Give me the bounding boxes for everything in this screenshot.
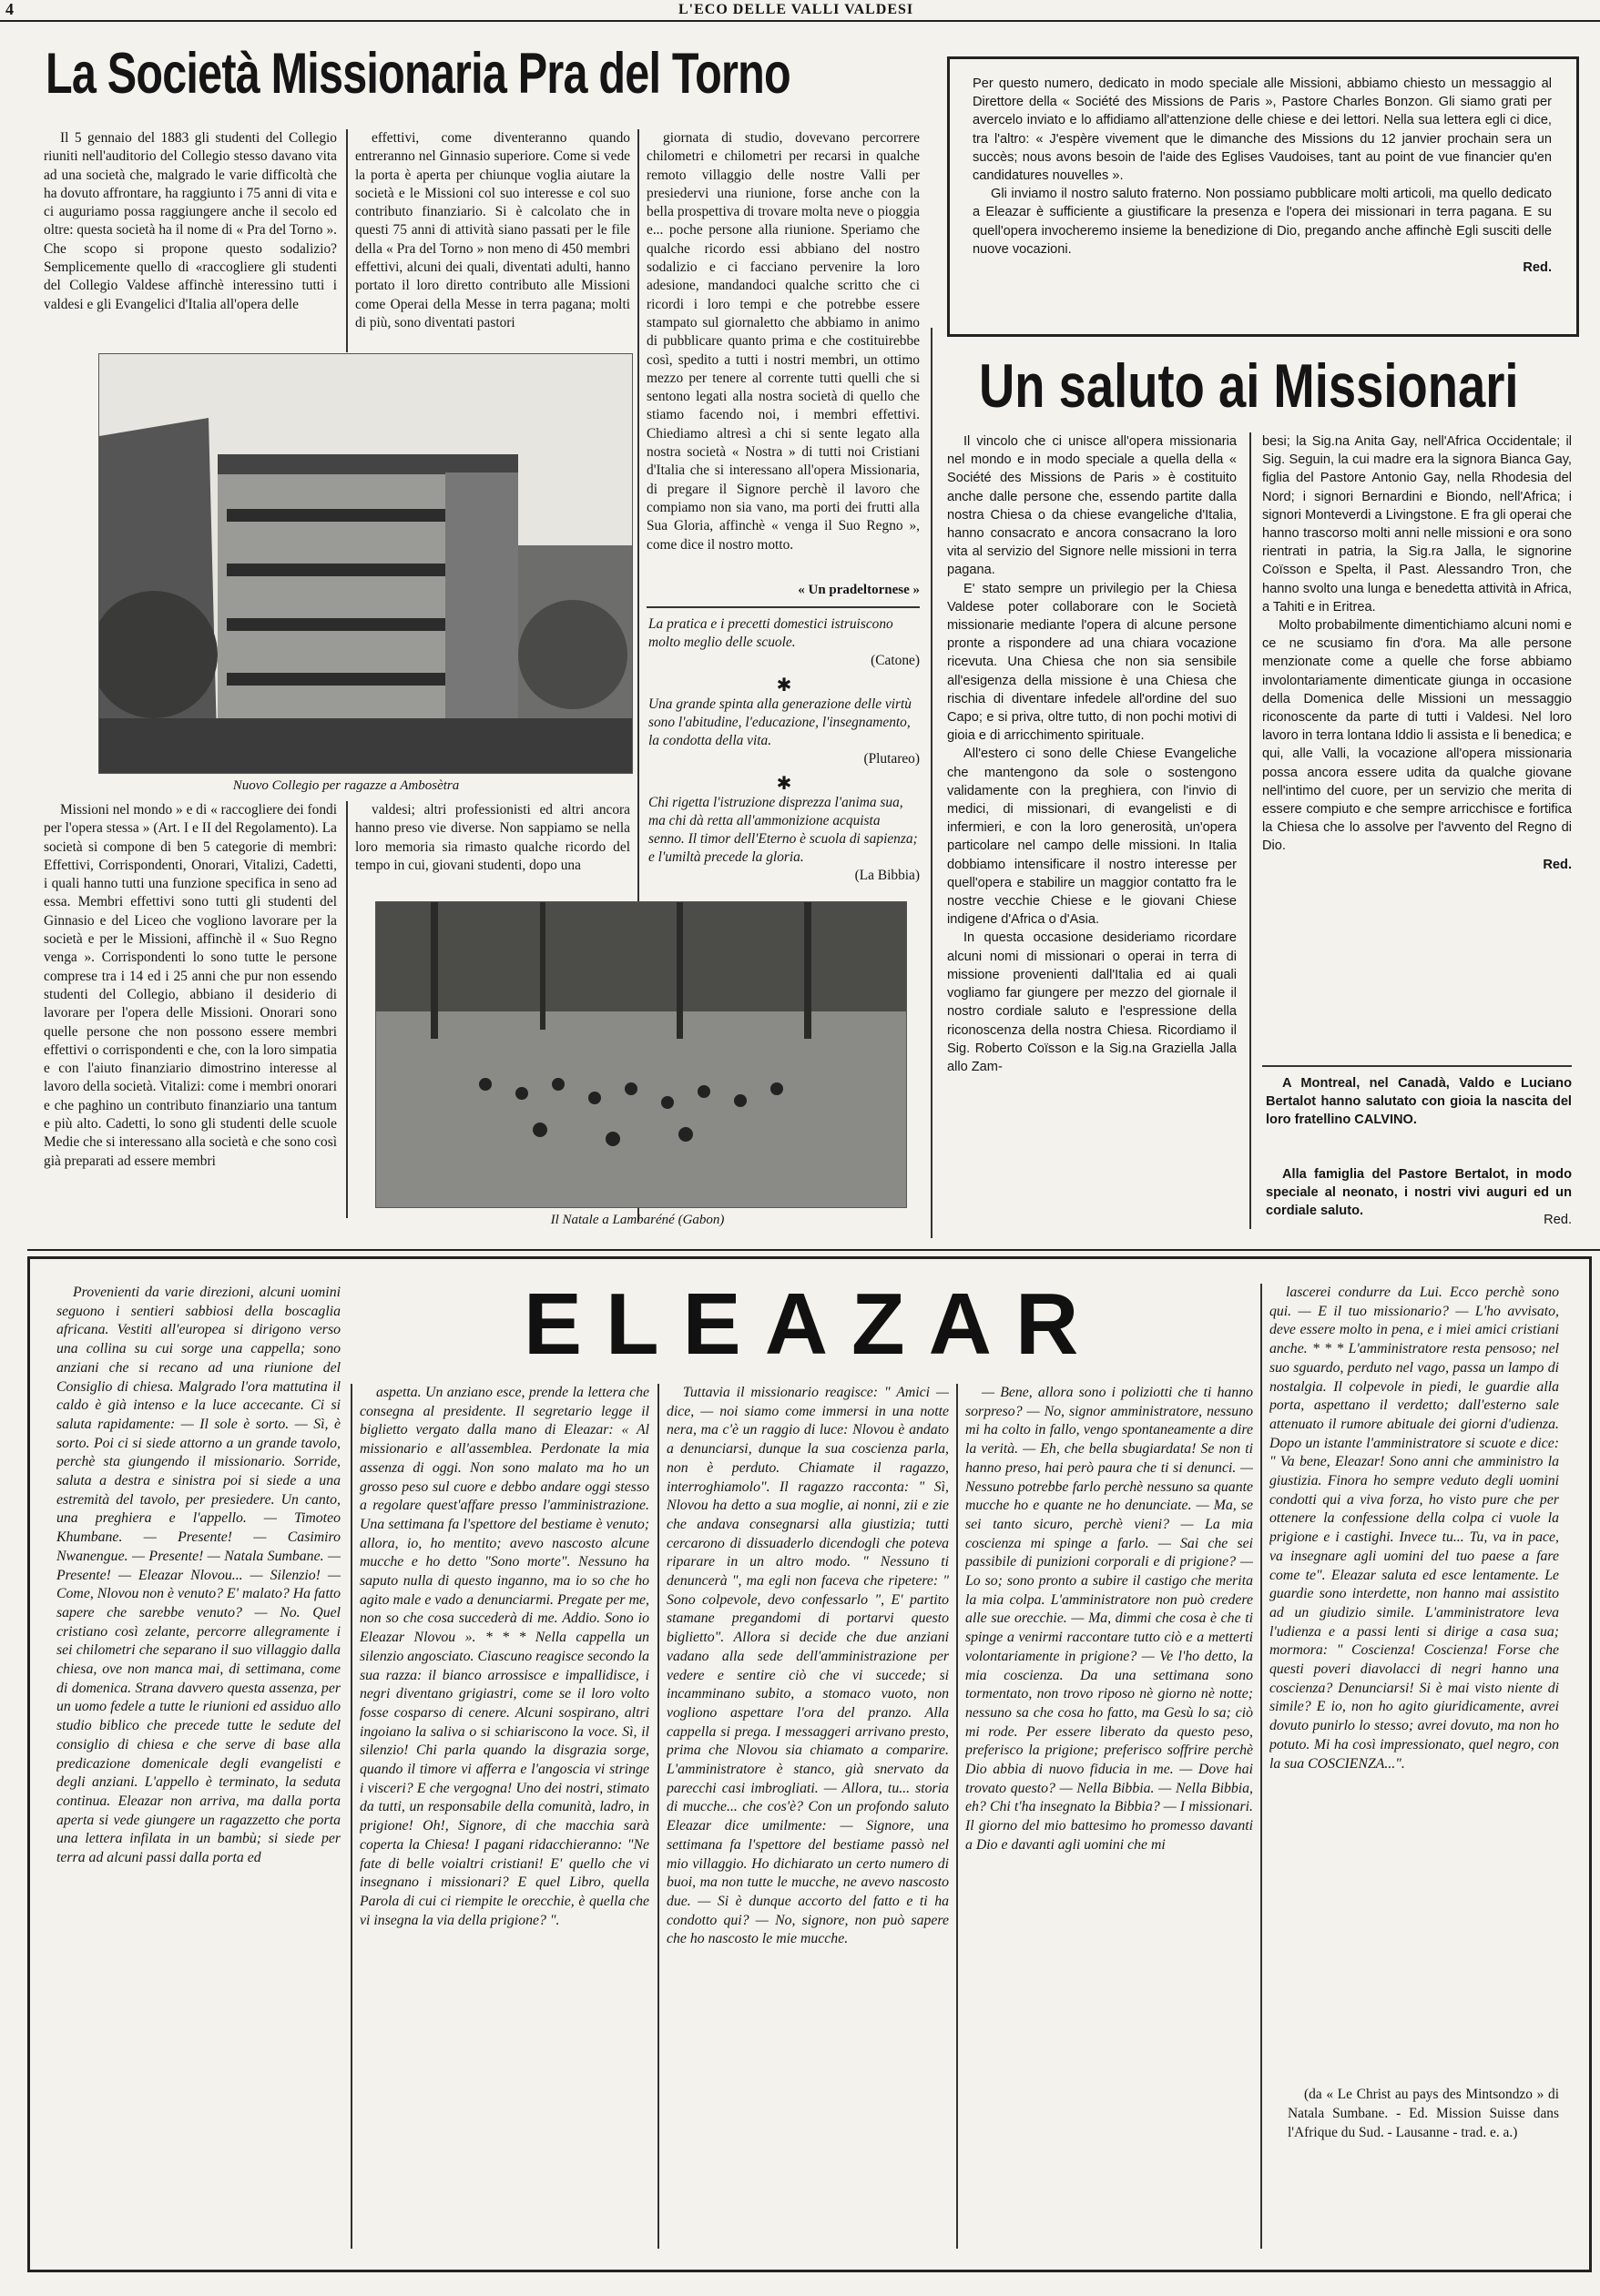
article1-col3: [647, 129, 920, 577]
eleazar-title: ELEAZAR: [524, 1275, 1103, 1373]
eleazar-col1: [56, 1284, 341, 2249]
column-divider: [346, 129, 348, 352]
column-divider: [346, 801, 348, 1218]
article2-col2: [1262, 432, 1572, 874]
quote-2: Una grande spinta alla generazione delle virtù sono l'abitudine, l'educazione, l'insegnamento, la condotta della vita. (Plutareo): [648, 696, 920, 767]
quote-1: La pratica e i precetti domestici istruiscono molto meglio delle scuole. (Catone): [648, 616, 920, 668]
eleazar-col5: [1269, 1284, 1559, 2076]
article2-para: Molto probabilmente dimentichiamo alcuni nomi e ce ne scusiamo fin d'ora. Ma alle persone menzionate come a quelle che forse abbiamo involontariamente dimenticate giunga in occasione della Domenica delle Missioni un messaggio riconoscente da parte di tutti i Valdesi. Nel loro lavoro in terra lontana Iddio li assista e li benedica; e qui, alle Valli, la vocazione all'opera missionaria possa ancora essere udita da qualche giovane nell'intimo del cuore, per un servizio che merita di essere compiuto e che sempre arricchisce e fortifica la Chiesa che lo assolve per l'avvento del Regno di Dio.: [1262, 618, 1572, 854]
divider: [647, 606, 920, 608]
quotes-section: [648, 615, 920, 890]
eleazar-col4: [965, 1384, 1253, 2249]
article2-para: Il vincolo che ci unisce all'opera missionaria nel mondo e in modo speciale a quella della « Société des Missions de Paris » è costituito anche dalle persone che, essendo partite dalla nostra Chiesa o da chiese evangeliche d'Italia, hanno consacrato e ancora consacrano la loro vita al servizio del Signore nelle missioni in terra pagana.: [947, 434, 1237, 578]
star-icon: ✱: [776, 774, 792, 794]
column-divider: [956, 1384, 958, 2249]
column-divider: [1249, 432, 1251, 1229]
star-icon: ✱: [776, 676, 792, 696]
photo-college-building: [98, 353, 633, 774]
page-header: [0, 0, 1600, 22]
birth-notice: A Montreal, nel Canadà, Valdo e Luciano Bertalot hanno salutato con gioia la nascita del loro fratellino CALVINO.: [1266, 1076, 1572, 1128]
article1-para: giornata di studio, dovevano percorrere chilometri e chilometri per recarsi in qualche remoto villaggio delle nostre Valli per presiedervi una riunione, forse anche con la bella prospettiva di trovare molta neve o pioggia e... poche persone alla riunione. Speriamo che qualche ricordo essi abbiano del nostro sodalizio e ci facciano pervenire la loro adesione, mandandoci qualche scritto che ci ricordi i loro tempi e che potrebbe essere stampato sul giornaletto che abbiamo in animo di pubblicare quanto prima e che costituirebbe così, spedito a tutti i nostri membri, un ottimo mezzo per tenere al corrente tutti quelli che si sentono legati alla nostra società di quello che stiamo facendo noi, i membri effettivi. Chiediamo altresì a chi si sente legato alla nostra società « Nostra » di tutti noi Cristiani d'Italia che si interessano all'opera Missionaria, di pregare il Signore perchè il lavoro che compiamo non sia vano, ma porti dei frutti alla Sua Gloria, affinchè « venga il Suo Regno », come dice il nostro motto.: [647, 130, 920, 553]
article2-col1: [947, 432, 1237, 1076]
editorial-para: Gli inviamo il nostro saluto fraterno. Non possiamo pubblicare molti articoli, ma quello dedicato a Eleazar è sufficiente a giustificare la presenza e l'opera dei missionari in terra pagana. E su quell'opera invocheremo insieme la benedizione di Dio, pregando anche affinchè Egli susciti delle nuove vocazioni.: [973, 187, 1552, 257]
article1-para: valdesi; altri professionisti ed altri ancora hanno preso vie diverse. Non sappiamo se nella loro memoria sia rimasto qualche ricordo del tempo in cui, giovani studenti, dopo una: [355, 802, 630, 873]
eleazar-col2: [360, 1384, 649, 2249]
section-divider: [27, 1249, 1600, 1251]
page-number: 4: [5, 0, 14, 18]
editorial-signature: Red.: [1523, 260, 1552, 276]
article1-col1-top: [44, 129, 337, 352]
article2-para: E' stato sempre un privilegio per la Chiesa Valdese poter collaborare con le Società missionarie mediante l'opera di alcune persone pronte a rispondere ad una chiara vocazione ricevuta. Una Chiesa che non sia sensibile all'esigenza della missione è una Chiesa che rischia di diventare infedele all'ordine del suo Capo; e si priva, oltre tutto, di non pochi motivi di gioia e di arricchimento spirituale.: [947, 581, 1237, 744]
column-divider: [351, 1384, 352, 2249]
eleazar-para: lascerei condurre da Lui. Ecco perchè sono qui. — E il tuo missionario? — L'ho avvisato, deve essere molto in pena, e i miei amici cristiani anche. * * * L'amministratore resta pensoso; nel suo sguardo, perduto nel vago, passa un lampo di nostalgia. Il colpevole in piedi, le guardie alla porta, aspettano il verdetto; dall'esterno sale attenuato il rumore abituale dei giorni d'udienza. Dopo un istante l'amministratore si scuote e dice: " Va bene, Eleazar! Sono anni che amministro la giustizia. Finora ho sempre veduto degli uomini condotti qui a viva forza, ho visto pure che per ottenere la confessione della colpa ci vuole la prigione e i castighi. Invece tu... Tu, va in pace, va insegnare agli uomini del tuo paese a fare come te". Eleazar saluta ed esce lentamente. Le guardie sono interdette, non hanno mai assistito ad un giudizio simile. L'amministratore leva l'udienza e a passi lenti si dirige a casa sua; mormora: " Coscienza! Coscienza! Forse che questi poveri diavolacci di negri hanno una coscienza? Denunciarsi! Si è mai visto niente di simile? E io, non ho agito giuridicamente, avrei dovuto punirlo lo stesso; avrei dovuto, ma non ho potuto. Mi ha così impressionato, quel negro, con la sua COSCIENZA...".: [1269, 1285, 1559, 1772]
eleazar-source-text: (da « Le Christ au pays des Mintsondzo » di Natala Sumbane. - Ed. Mission Suisse dans l'Afrique du Sud. - Lausanne - trad. e. a.): [1288, 2087, 1559, 2140]
article-title-societa: La Società Missionaria Pra del Torno: [46, 42, 790, 106]
article2-para: All'estero ci sono delle Chiese Evangeliche che mantengono da sole o sostengono validamente con la preghiera, con l'invio di medici, di missionari, di evangelisti e di infermieri, e con la loro generosità, un'opera particolare nel campo delle missioni. In Italia dobbiamo intensificare il nostro interesse per quell'opera e stabilire un maggior contatto fra le nostre vecchie Chiese e le giovani Chiese indigene d'Africa o d'Asia.: [947, 747, 1237, 928]
masthead: L'ECO DELLE VALLI VALDESI: [678, 2, 914, 17]
article1-col2-bottom: [355, 801, 630, 892]
birth-notice-wishes: Alla famiglia del Pastore Bertalot, in modo speciale al neonato, i nostri vivi auguri ed un cordiale saluto.: [1266, 1167, 1572, 1219]
divider: [1262, 1065, 1572, 1067]
column-divider: [931, 328, 932, 1238]
editorial-text: [973, 75, 1552, 277]
eleazar-para: Tuttavia il missionario reagisce: " Amici — dice, — noi siamo come immersi in una notte nera, ma c'è un raggio di luce: Nlovou è andato a denunciarsi, dunque la sua coscienza parla, non è perduto. Chiamate il ragazzo, interroghiamolo". Il ragazzo racconta: " Sì, Nlovou ha detto a sua moglie, ai nonni, zii e zie che andava consegnarsi alla giustizia; tutti cercarono di dissuaderlo dicendogli che poteva riparare in un altro modo. " Nessuno ti denuncerà ", ma egli non faceva che ripetere: " Sono colpevole, devo confessarlo ", E' partito stamane pregandomi di portarvi questo biglietto". Allora si decide che due anziani vadano alla sede dell'amministrazione per vedere e sentire ciò che vi succede; si incamminano subito, a stomaco vuoto, non vogliono aspettare l'ora del pranzo. Alla cappella si prega. I messaggeri arrivano presto, prima che Nlovou sia chiamato a comparire. L'amministratore è stanco, già snervato da parecchi casi imbrogliati. — Allora, tu... storia di mucche... che cos'è? Con un profondo saluto Eleazar dice umilmente: — Signore, una settimana fa l'spettore del bestiame passò nel mio villaggio. Ho dichiarato un certo numero di buoi, ma non tutte le mucche, ne avevo nascosto due. — Si è dunque accorto del fatto e ti ha condotto qui? — No, signore, non può sapere che ho nascosto le mie mucche.: [667, 1385, 949, 1947]
photo1-caption: Nuovo Collegio per ragazze a Ambosètra: [232, 778, 460, 793]
article1-col2-top: [355, 129, 630, 352]
photo2-caption: Il Natale a Lambaréné (Gabon): [550, 1213, 725, 1227]
notice-signature: Red.: [1544, 1213, 1572, 1227]
article1-para: effettivi, come diventeranno quando entreranno nel Ginnasio superiore. Come si vede la porta è aperta per chiunque voglia aiutare la società e le Missioni col suo interesse e col suo contributo finanziario. Si è calcolato che in questi 75 anni di attività siano passati per le file della « Pra del Torno » non meno di 450 membri effettivi, alcuni dei quali, diventati adulti, hanno portato il loro diretto contributo alle Missioni come Operai della Messe in terra pagana; molti di più, sono diventati pastori: [355, 130, 630, 330]
eleazar-source: [1288, 2085, 1559, 2240]
column-divider: [657, 1384, 659, 2249]
article1-para: Missioni nel mondo » e di « raccogliere dei fondi per l'opera stessa » (Art. I e II del Regolamento). La società si compone di ben 5 categorie di membri: Effettivi, Corrispondenti, Onorari, Vitalizi, Cadetti, i quali hanno tutti una funzione specifica in seno ad essa. Membri effettivi sono tutti gli studenti del Ginnasio e del Liceo che vogliono lavorare per la società e per le Missioni, affinchè il « Suo Regno venga ». Corrispondenti lo sono tutte le persone comprese tra i 14 ed i 25 anni che pur non essendo studenti del Collegio, abbiano il desiderio di lavorare per l'opera delle Missioni. Onorari sono quelle persone che non possono essere membri effettivi o corrispondenti e che, con la loro simpatia e con l'aiuto finanziario dimostrino interesse al lavoro della società. Vitalizi: come i membri onorari e che paghino un contributo finanziario una tantum e più alto. Cadetti, lo sono gli studenti delle scuole Medie che si interessano alla società e che sono così già preparati ad essere membri: [44, 802, 337, 1169]
quote-3: Chi rigetta l'istruzione disprezza l'anima sua, ma chi dà retta all'ammonizione acquista senno. Il timor dell'Eterno è scuola di sapienza; e l'umiltà precede la gloria. (La Bibbia): [648, 795, 920, 883]
eleazar-para: — Bene, allora sono i poliziotti che ti hanno sorpreso? — No, signor amministratore, nessuno mi ha colto in fallo, vengo spontaneamente a dire la verità. — Eh, che bella sbugiardata! Se non ti hanno preso, hai però paura che ti si denunci. — Nessuno potrebbe farlo perchè nessuno sa quante mucche ho e quante ne ho denunciate. — Ma, se sei tanto sicuro, perchè vieni? — La mia coscienza mi spinge a farlo. — Sai che sei passibile di punizioni corporali e di prigione? — Lo so; sono pronto a subire il castigo che merita la mia colpa. L'amministratore non può credere alle sue orecchie. — Ma, dimmi che cosa è che ti spinge a venirmi raccontare tutto ciò e a metterti volontariamente in prigione? — Ve l'ho detto, la mia coscienza. Da una settimana sono tormentato, non trovo riposo nè giorno nè notte; nessuno sa che cosa ho fatto, ma Gesù lo sa; ciò mi rode. Per essere liberato da questo peso, preferisco la prigione; preferisco soffrire perchè Dio abbia di nuovo fiducia in me. — Dove hai trovato questo? — Nella Bibbia. — Nella Bibbia, eh? Chi t'ha insegnato la Bibbia? — I missionari. Il giorno del mio battesimo ho promesso davanti a Dio e davanti agli uomini che mi: [965, 1385, 1253, 1853]
column-divider: [1260, 1284, 1262, 2249]
article2-para: In questa occasione desideriamo ricordare alcuni nomi di missionari o operai in terra di missione provenienti dall'Italia ed ai quali vogliamo far giungere per mezzo del giornale il nostro cordiale saluto e l'espressione della riconoscenza della nostra Chiesa. Ricordiamo il Sig. Roberto Coïsson e la Sig.na Graziella Jalla allo Zam-: [947, 930, 1237, 1074]
article-title-saluto: Un saluto ai Missionari: [979, 351, 1519, 421]
eleazar-para: aspetta. Un anziano esce, prende la lettera che consegna al presidente. Il segretario legge il biglietto vergato dalla mano di Eleazar: « Al missionario e all'assemblea. Perdonate la mia assenza di oggi. Non sono malato ma ho un grosso peso sul cuore e debbo andare oggi stesso a regolare quest'affare presso l'amministrazione. Una settimana fa l'spettore del bestiame è venuto; allora, io, ho mentito; avevo nascosto alcune mucche e ho detto "Sono morte". Nessuno ha saputo nulla di questo inganno, ma io so che ho agito male e vado a denunciarmi. Pregate per me, non so che cosa succederà di me. Addio. Sono io Eleazar Nlovou ». * * * Nella cappella un silenzio angosciato. Ciascuno reagisce secondo la sua razza: il bianco arrossisce e impallidisce, i negri diventano grigiastri, come se il loro volto fosse cosparso di cenere. Alcuni sospirano, altri ingoiano la saliva o si schiariscono la voce. Sì, il silenzio! Chi parla quando la disgrazia sorge, quando il timore vi afferra e l'angoscia vi stringe i visceri? E che vergogna! Uno dei nostri, stimato da tutti, un responsabile della comunità, ladro, in prigione! Oh!, Signore, di che macchia sarà coperta la Chiesa! I pagani ridacchieranno: "Ne fate di belle voialtri cristiani! E' quello che vi insegnano i missionari? E quel Libro, quella Parola di cui ci riempite le orecchie, è quella che vi insegna la via della prigione? ".: [360, 1385, 649, 1928]
photo-lambarene: [375, 901, 907, 1208]
eleazar-para: Provenienti da varie direzioni, alcuni uomini seguono i sentieri sabbiosi della boscaglia africana. Vestiti all'europea si dirigono verso una collina su cui sorge una cappella; sono anziani che si recano ad una riunione del Consiglio di chiesa. Malgrado l'ora mattutina il caldo è già intenso e la luce accecante. Ci si saluta rapidamente: — Il sole è sorto. — Sì, è sorto. Poi ci si siede attorno a un grande tavolo, perchè sta giungendo il missionario. Sorride, saluta a destra e sinistra poi si siede a una estremità del tavolo, per presiedere. Un canto, una preghiera e l'appello. — Timoteo Khumbane. — Presente! — Casimiro Nwanengue. — Presente! — Natala Sumbane. — Presente! — Eleazar Nlovou... — Silenzio! — Come, Nlovou non è venuto? E' malato? Ha fatto sapere che sarebbe venuto? — No. Quel cristiano così zelante, percorre allegramente i sei chilometri che separano il suo villaggio dalla chiesa, ove non manca mai, di settimana, come di domenica. Strana davvero questa assenza, per un uomo fedele a tutte le riunioni ed assiduo allo studio biblico che precede tutte le sedute del consiglio di chiesa e che serve di base alla predicazione domenicale degli evangelisti e degli anziani. L'appello è terminato, la seduta continua. Eleazar non arriva, ma dalla porta aperta si vede giungere un ragazzetto che porta una lettera infilata in un bambù; si siede per terra ad alcuni passi dalla porta ed: [56, 1285, 341, 1866]
article2-signature: Red.: [1543, 857, 1572, 872]
article2-para: besi; la Sig.na Anita Gay, nell'Africa Occidentale; il Sig. Seguin, la cui madre era la signora Bianca Gay, figlia del Pastore Antonio Gay, nella Rhodesia del Nord; i signori Bernardini e Biondo, nell'Africa; i signori Monteverdi a Livingstone. E fra gli operai che hanno trascorso molti anni nelle missioni e ora sono rientrati in patria, la Sig.ra Jalla, le signorine Coïsson e Spelta, il Past. Alessandro Tron, che hanno svolto una lunga e benedetta attività in Africa, a Tahiti e in Eritrea.: [1262, 434, 1572, 615]
article1-para: Il 5 gennaio del 1883 gli studenti del Collegio riuniti nell'auditorio del Collegio stesso davano vita ad una società che, malgrado le varie difficoltà che ha dovuto affrontare, ha raggiunto i 75 anni di vita e ci auguriamo possa raggiungere anche il secolo ed oltre: questa società ha il nome di « Pra del Torno ». Che scopo si propone questo sodalizio? Semplicemente quello di «raccogliere gli studenti del Collegio Valdese affinchè interessino tutti i valdesi e gli Evangelici d'Italia all'opera delle: [44, 130, 337, 312]
article1-col1-bottom: [44, 801, 337, 1218]
eleazar-col3: [667, 1384, 949, 2249]
article1-signature: « Un pradeltornese »: [798, 583, 920, 597]
editorial-para: Per questo numero, dedicato in modo speciale alle Missioni, abbiamo chiesto un messaggio al Direttore della « Société des Missions de Paris », Pastore Charles Bonzon. Gli siamo grati per avercelo inviato e lo affidiamo all'attenzione delle chiese e dei lettori. Nella sua lettera egli ci dice, tra l'altro: « J'espère vivement que le dimanche des Missions du 12 janvier prochain sera un succès; nous avons besoin de l'aide des Eglises Vaudoises, tant au point de vue financier qu'en candidatures nouvelles ».: [973, 76, 1552, 184]
